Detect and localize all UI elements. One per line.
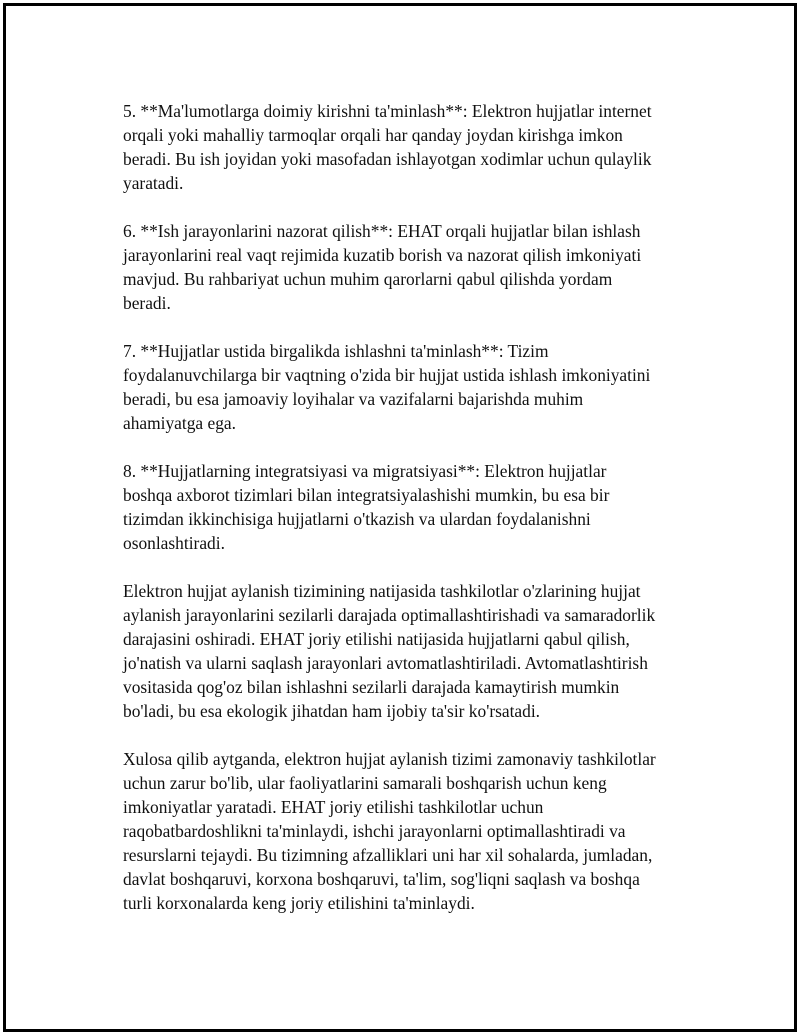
paragraph-item-6: 6. **Ish jarayonlarini nazorat qilish**: EHAT orqali hujjatlar bilan ishlash jarayonlarini real vaqt rejimida kuzatib borish va nazorat qilish imkoniyati mavjud. Bu rahbariyat uchun muhim qarorlarni qabul qilishda yordam beradi. bbox=[123, 221, 642, 313]
paragraph-summary: Elektron hujjat aylanish tizimining natijasida tashkilotlar o'zlarining hujjat aylanish jarayonlarini sezilarli darajada optimallashtirishadi va samaradorlik darajasini oshiradi. EHAT joriy etilishi natijasida hujjatlarni qabul qilish, jo'natish va ularni saqlash jarayonlari avtomatlashtiriladi. Avtomatlashtirish vositasida qog'oz bilan ishlashni sezilarli darajada kamaytirish mumkin bo'ladi, bu esa ekologik jihatdan ham ijobiy ta'sir ko'rsatadi. bbox=[123, 581, 656, 721]
document-page bbox=[3, 3, 797, 1032]
paragraph-item-8: 8. **Hujjatlarning integratsiyasi va migratsiyasi**: Elektron hujjatlar boshqa axborot tizimlari bilan integratsiyalashishi mumkin, bu esa bir tizimdan ikkinchisiga hujjatlarni o'tkazish va ulardan foydalanishni osonlashtiradi. bbox=[123, 461, 610, 553]
document-body bbox=[123, 99, 693, 915]
paragraph-item-7: 7. **Hujjatlar ustida birgalikda ishlashni ta'minlash**: Tizim foydalanuvchilarga bir vaqtning o'zida bir hujjat ustida ishlash imkoniyatini beradi, bu esa jamoaviy loyihalar va vazifalarni bajarishda muhim ahamiyatga ega. bbox=[123, 341, 651, 433]
paragraph-item-5: 5. **Ma'lumotlarga doimiy kirishni ta'minlash**: Elektron hujjatlar internet orqali yoki mahalliy tarmoqlar orqali har qanday joydan kirishga imkon beradi. Bu ish joyidan yoki masofadan ishlayotgan xodimlar uchun qulaylik yaratadi. bbox=[123, 101, 652, 193]
paragraph-conclusion: Xulosa qilib aytganda, elektron hujjat aylanish tizimi zamonaviy tashkilotlar uchun zarur bo'lib, ular faoliyatlarini samarali boshqarish uchun keng imkoniyatlar yaratadi. EHAT joriy etilishi tashkilotlar uchun raqobatbardoshlikni ta'minlaydi, ishchi jarayonlarni optimallashtiradi va resurslarni tejaydi. Bu tizimning afzalliklari uni har xil sohalarda, jumladan, davlat boshqaruvi, korxona boshqaruvi, ta'lim, sog'liqni saqlash va boshqa turli korxonalarda keng joriy etilishini ta'minlaydi. bbox=[123, 749, 656, 913]
